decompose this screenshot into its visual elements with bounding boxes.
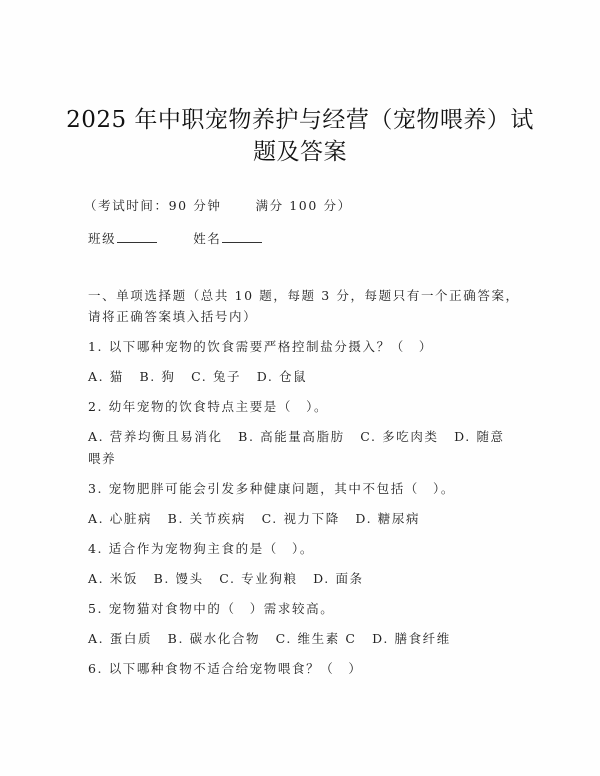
document-title-line-1: 2025 年中职宠物养护与经营（宠物喂养）试 [66, 107, 534, 133]
question-3-options [88, 509, 528, 529]
option-b: B. 高能量高脂肪 [238, 429, 345, 444]
option-d: D. 糖尿病 [355, 511, 421, 526]
option-d: D. 仓鼠 [256, 369, 308, 384]
exam-full-score: 满分 100 分） [255, 198, 352, 213]
name-label: 姓名 [193, 231, 222, 246]
option-a: A. 猫 [88, 369, 124, 384]
option-b: B. 馒头 [153, 571, 204, 586]
question-3-stem: 3. 宠物肥胖可能会引发多种健康问题，其中不包括（ ）。 [88, 481, 455, 496]
option-c: C. 专业狗粮 [219, 571, 298, 586]
name-blank-field[interactable] [222, 230, 262, 243]
question-2-stem: 2. 幼年宠物的饮食特点主要是（ ）。 [88, 399, 329, 414]
option-b: B. 关节疾病 [167, 511, 246, 526]
option-c: C. 视力下降 [261, 511, 340, 526]
exam-info [84, 196, 524, 216]
option-d: D. 面条 [313, 571, 364, 586]
exam-time: （考试时间：90 分钟 [84, 198, 222, 213]
option-b: B. 碳水化合物 [167, 631, 261, 646]
option-c: C. 多吃肉类 [360, 429, 439, 444]
document-title-line-2: 题及答案 [253, 139, 347, 165]
question-5-options [88, 629, 528, 649]
question-1-stem: 1. 以下哪种宠物的饮食需要严格控制盐分摄入？（ ） [88, 339, 434, 354]
question-4-options [88, 569, 528, 589]
option-a: A. 营养均衡且易消化 [88, 429, 223, 444]
option-d: D. 随意喂养 [88, 429, 505, 466]
section-heading-line-1: 一、单项选择题（总共 10 题，每题 3 分，每题只有一个正确答案， [88, 288, 520, 303]
question-2-options [88, 426, 508, 470]
class-label: 班级 [88, 231, 117, 246]
option-b: B. 狗 [139, 369, 176, 384]
question-5-stem: 5. 宠物猫对食物中的（ ）需求较高。 [88, 601, 335, 616]
class-blank-field[interactable] [117, 230, 157, 243]
option-c: C. 维生素 C [275, 631, 357, 646]
student-fields [88, 229, 528, 249]
option-d: D. 膳食纤维 [372, 631, 451, 646]
question-6-stem: 6. 以下哪种食物不适合给宠物喂食？（ ） [88, 661, 363, 676]
option-c: C. 兔子 [191, 369, 242, 384]
section-heading-line-2: 请将正确答案填入括号内） [88, 309, 258, 324]
question-1-options [88, 367, 528, 387]
option-a: A. 心脏病 [88, 511, 153, 526]
question-4-stem: 4. 适合作为宠物狗主食的是（ ）。 [88, 541, 314, 556]
option-a: A. 蛋白质 [88, 631, 153, 646]
option-a: A. 米饭 [88, 571, 138, 586]
